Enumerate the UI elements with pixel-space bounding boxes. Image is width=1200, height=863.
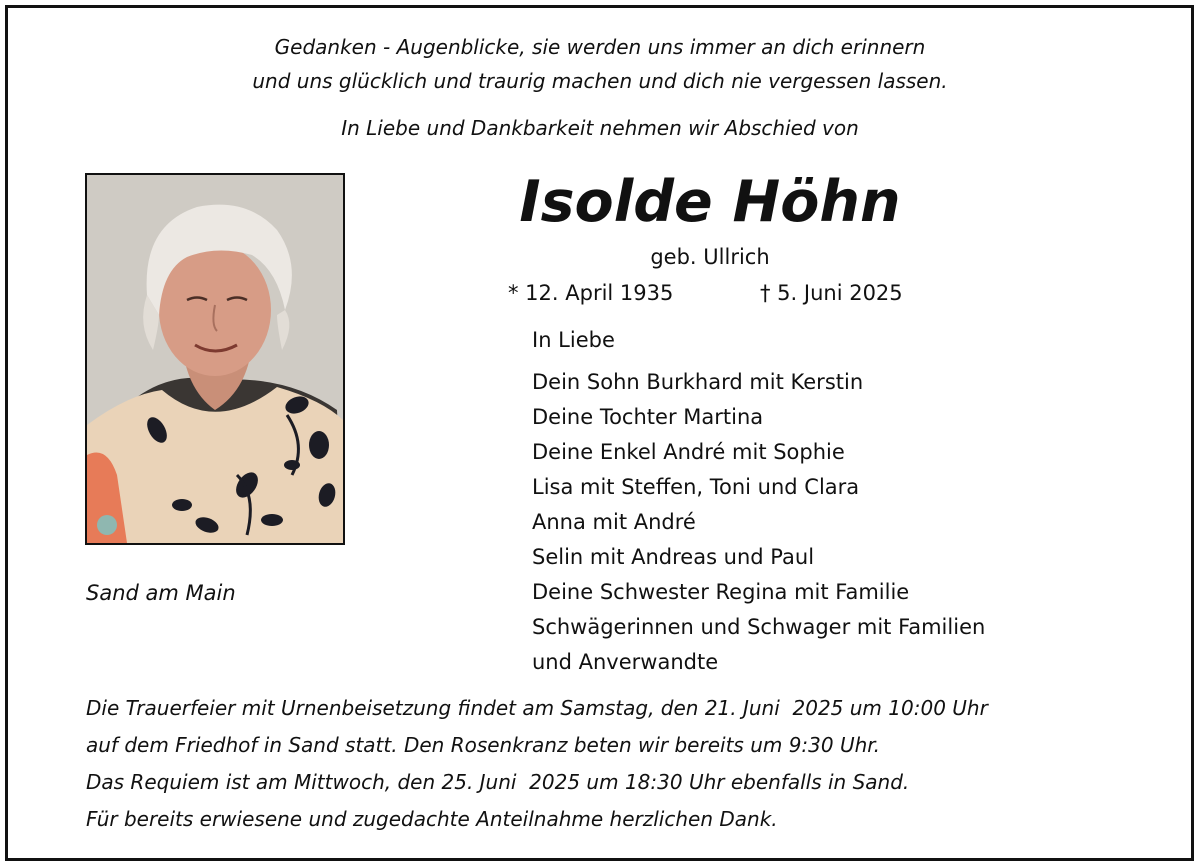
info-line: Die Trauerfeier mit Urnenbeisetzung findet am Samstag, den 21. Juni 2025 um 10:00 Uhr: [86, 696, 988, 720]
list-item: Dein Sohn Burkhard mit Kerstin: [532, 370, 864, 394]
list-item: Deine Tochter Martina: [532, 405, 764, 429]
info-line: Für bereits erwiesene und zugedachte Anteilnahme herzlichen Dank.: [86, 807, 778, 831]
list-item: Deine Enkel André mit Sophie: [532, 440, 845, 464]
list-item: und Anverwandte: [532, 650, 719, 674]
death-date: † 5. Juni 2025: [760, 281, 903, 305]
ceremony-info: [86, 690, 1146, 838]
memorial-quote: [0, 30, 1200, 98]
family-greeting: In Liebe: [532, 328, 615, 352]
list-item: Schwägerinnen und Schwager mit Familien: [532, 615, 986, 639]
mourners-list: [532, 323, 985, 680]
list-item: Lisa mit Steffen, Toni und Clara: [532, 475, 860, 499]
quote-line-2: und uns glücklich und traurig machen und dich nie vergessen lassen.: [252, 69, 948, 93]
list-item: Deine Schwester Regina mit Familie: [532, 580, 910, 604]
quote-line-1: Gedanken - Augenblicke, sie werden uns immer an dich erinnern: [274, 35, 926, 59]
portrait-photo: [85, 173, 345, 545]
list-item: Anna mit André: [532, 510, 696, 534]
intro-text: In Liebe und Dankbarkeit nehmen wir Abschied von: [341, 116, 859, 140]
birth-date: * 12. April 1935: [508, 281, 674, 305]
birth-name: geb. Ullrich: [650, 245, 770, 269]
info-line: auf dem Friedhof in Sand statt. Den Rosenkranz beten wir bereits um 9:30 Uhr.: [86, 733, 881, 757]
info-line: Das Requiem ist am Mittwoch, den 25. Juni 2025 um 18:30 Uhr ebenfalls in Sand.: [86, 770, 910, 794]
deceased-name: Isolde Höhn: [519, 169, 901, 235]
place-of-residence: Sand am Main: [86, 581, 236, 605]
list-item: Selin mit Andreas und Paul: [532, 545, 815, 569]
